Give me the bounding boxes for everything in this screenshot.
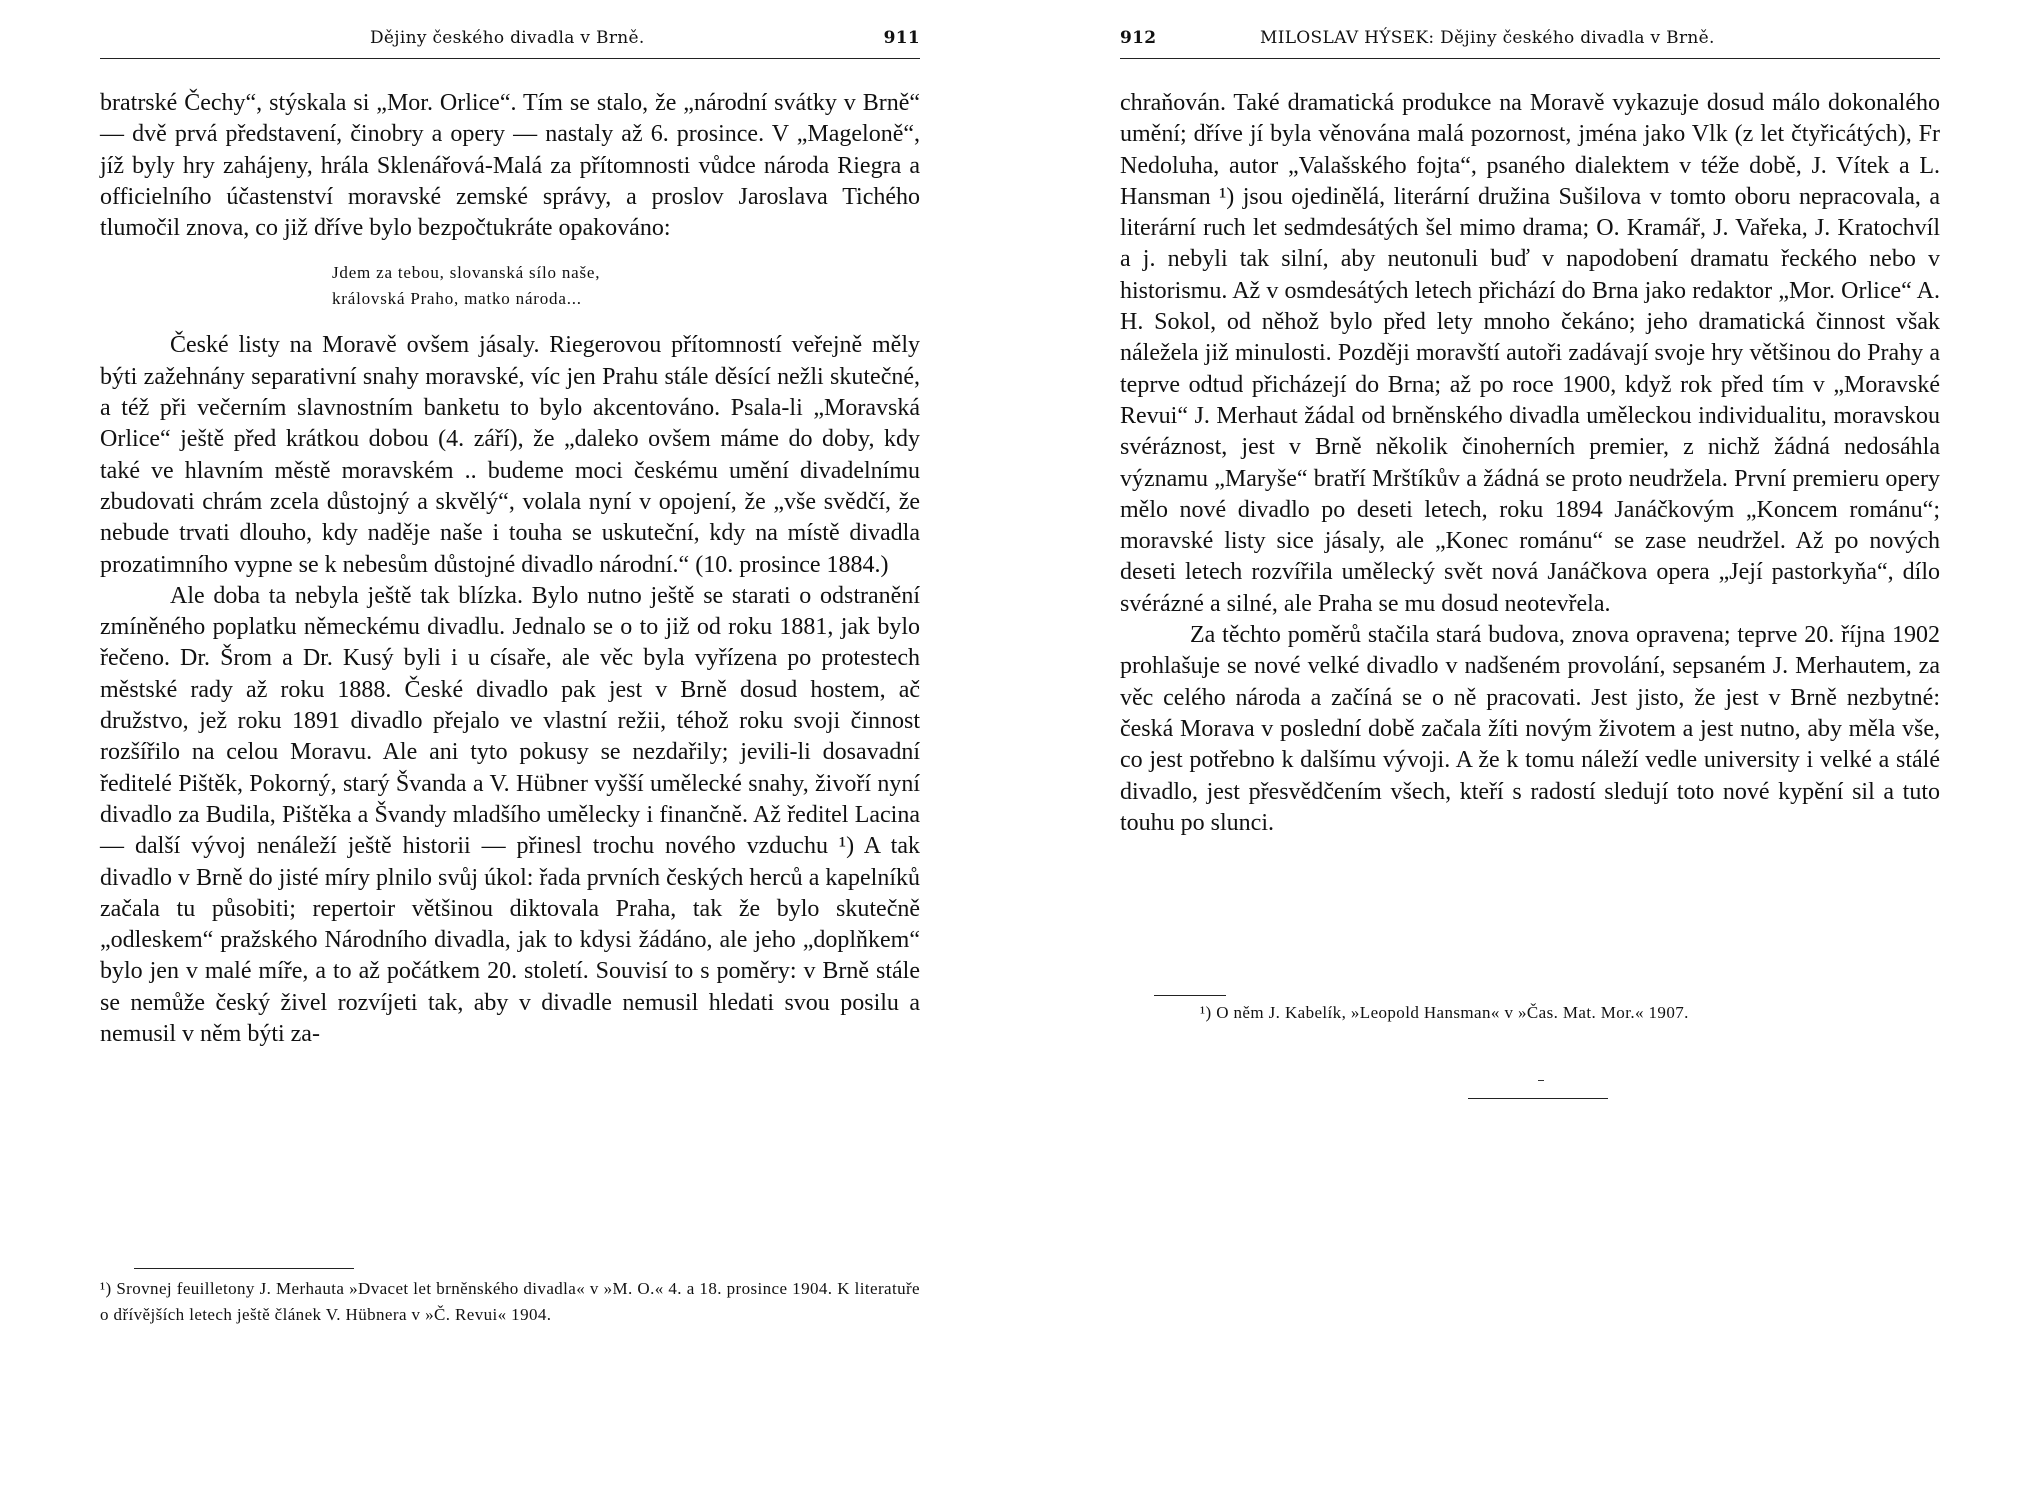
right-footnotes [1120,1000,1940,1026]
left-running-head [100,28,920,52]
right-footnote-1: ¹) O něm J. Kabelík, »Leopold Hansman« v »Čas. Mat. Mor.« 1907. [1200,1003,1689,1022]
right-footnote-rule [1154,995,1226,996]
left-page [100,0,920,1500]
left-body-text [100,88,920,1050]
end-mark [1538,1080,1544,1081]
left-header-rule [100,58,920,59]
right-running-head-title: MILOSLAV HÝSEK: Dějiny českého divadla v Brně. [1260,28,1715,48]
verse-quote [332,260,920,312]
verse-line-2: královská Praho, matko národa... [332,289,582,309]
left-paragraph-2: České listy na Moravě ovšem jásaly. Riegerovou přítomností veřejně měly býti zažehnány separativní snahy moravské, víc jen Prahu stále děsící nežli skutečné, a též při večerním slavnostním banketu to bylo akcentováno. Psala-li „Moravská Orlice“ ještě před krátkou dobou (4. září), že „daleko ovšem máme do doby, kdy také ve hlavním městě moravském .. budeme moci českému umění divadelnímu zbudovati chrám zcela důstojný a skvělý“, volala nyní v opojení, že „vše svědčí, že nebude trvati dlouho, kdy naděje naše i touha se uskuteční, kdy na místě divadla prozatimního vypne se k nebesům důstojné divadlo národní.“ (10. prosince 1884.) [100,332,920,578]
verse-line-1: Jdem za tebou, slovanská sílo naše, [332,263,601,283]
end-rule [1468,1098,1608,1099]
right-paragraph-1: chraňován. Také dramatická produkce na Moravě vykazuje dosud málo dokonalého umění; dříve jí byla věnována malá pozornost, jména jako Vlk (z let čtyřicátých), Fr Nedoluha, autor „Valašského fojta“, psaného dialektem v téže době, J. Vítek a L. Hansman ¹) jsou ojedinělá, literární družina Sušilova v tomto oboru nepracovala, a literární ruch let sedmdesátých šel mimo drama; O. Kramář, J. Vařeka, J. Kratochvíl a j. nebyli tak silní, aby neutonuli buď v napodobení dramatu řeckého nebo v historismu. Až v osmdesátých letech přichází do Brna jako redaktor „Mor. Orlice“ A. H. Sokol, od něhož bylo před lety mnoho čekáno; jeho dramatická činnost však náležela již minulosti. Později moravští autoři zadávají svoje hry většinou do Prahy a teprve odtud přicházejí do Brna; až po roce 1900, když rok před tím v „Moravské Revui“ J. Merhaut žádal od brněnského divadla uměleckou individualitu, moravskou svéráznost, jest v Brně několik činoherních premier, z nichž žádná nedosáhla významu „Maryše“ bratří Mrštíkův a žádná se proto neudržela. První premieru opery mělo nové divadlo po deseti letech, roku 1894 Janáčkovým „Koncem románu“; moravské listy sice jásaly, ale „Konec románu“ se zase neudržel. Až po nových deseti letech rozvířila umělecký svět nová Janáčkova opera „Její pastorkyňa“, dílo svérázné a silné, ale Praha se mu dosud neotevřela. [1120,90,1940,617]
right-page [1120,0,1940,1500]
left-footnotes [100,1276,920,1328]
left-footnote-rule [134,1268,354,1269]
left-running-head-title: Dějiny českého divadla v Brně. [370,28,645,48]
left-paragraph-1: bratrské Čechy“, stýskala si „Mor. Orlice“. Tím se stalo, že „národní svátky v Brně“ — dvě prvá představení, činobry a opery — nastaly až 6. prosince. V „Mageloně“, jíž byly hry zahájeny, hrála Sklenářová-Malá za přítomnosti vůdce národa Riegra a officielního účastenství moravské zemské správy, a proslov Jaroslava Tichého tlumočil znova, co již dříve bylo bezpočtukráte opakováno: [100,90,920,242]
left-page-number: 911 [883,28,920,48]
right-running-head [1120,28,1940,52]
right-body-text [1120,88,1940,839]
left-paragraph-3: Ale doba ta nebyla ještě tak blízka. Bylo nutno ještě se starati o odstranění zmíněného poplatku německému divadlu. Jednalo se o to již od roku 1881, jak bylo řečeno. Dr. Šrom a Dr. Kusý byli i u císaře, ale věc byla vyřízena po protestech městské rady až roku 1888. České divadlo pak jest v Brně dosud hostem, ač družstvo, jež roku 1891 divadlo přejalo ve vlastní režii, téhož roku svoji činnost rozšířilo na celou Moravu. Ale ani tyto pokusy se nezdařily; jevili-li dosavadní ředitelé Pištěk, Pokorný, starý Švanda a V. Hübner vyšší umělecké snahy, živoří nyní divadlo za Budila, Pištěka a Švandy mladšího umělecky i finančně. Až ředitel Lacina — další vývoj nenáleží ještě historii — přinesl trochu nového vzduchu ¹) A tak divadlo v Brně do jisté míry plnilo svůj úkol: řada prvních českých herců a kapelníků začala tu působiti; repertoir většinou diktovala Praha, tak že bylo skutečně „odleskem“ pražského Národního divadla, jak to kdysi žádáno, ale jeho „doplňkem“ bylo jen v malé míře, a to až počátkem 20. století. Souvisí to s poměry: v Brně stále se nemůže český živel rozvíjeti tak, aby v divadle nemusil hledati svou posilu a nemusil v něm býti za- [100,582,920,1048]
left-footnote-1: ¹) Srovnej feuilletony J. Merhauta »Dvacet let brněnského divadla« v »M. O.« 4. a 18. prosince 1904. K literatuře o dřívějších letech ještě článek V. Hübnera v »Č. Revui« 1904. [100,1279,920,1324]
right-header-rule [1120,58,1940,59]
right-paragraph-2: Za těchto poměrů stačila stará budova, znova opravena; teprve 20. října 1902 prohlašuje se nové velké divadlo v nadšeném provolání, sepsaném J. Merhautem, za věc celého národa a začíná se o ně pracovati. Jest jisto, že jest v Brně nezbytné: česká Morava v poslední době začala žíti novým životem a jest nutno, aby měla vše, co jest potřebno k dalšímu vývoji. A že k tomu náleží vedle university i velké a stálé divadlo, jest přesvědčením všech, kteří s radostí sledují toto nové kypění sil a tuto touhu po slunci. [1120,622,1940,836]
right-page-number: 912 [1120,28,1157,48]
